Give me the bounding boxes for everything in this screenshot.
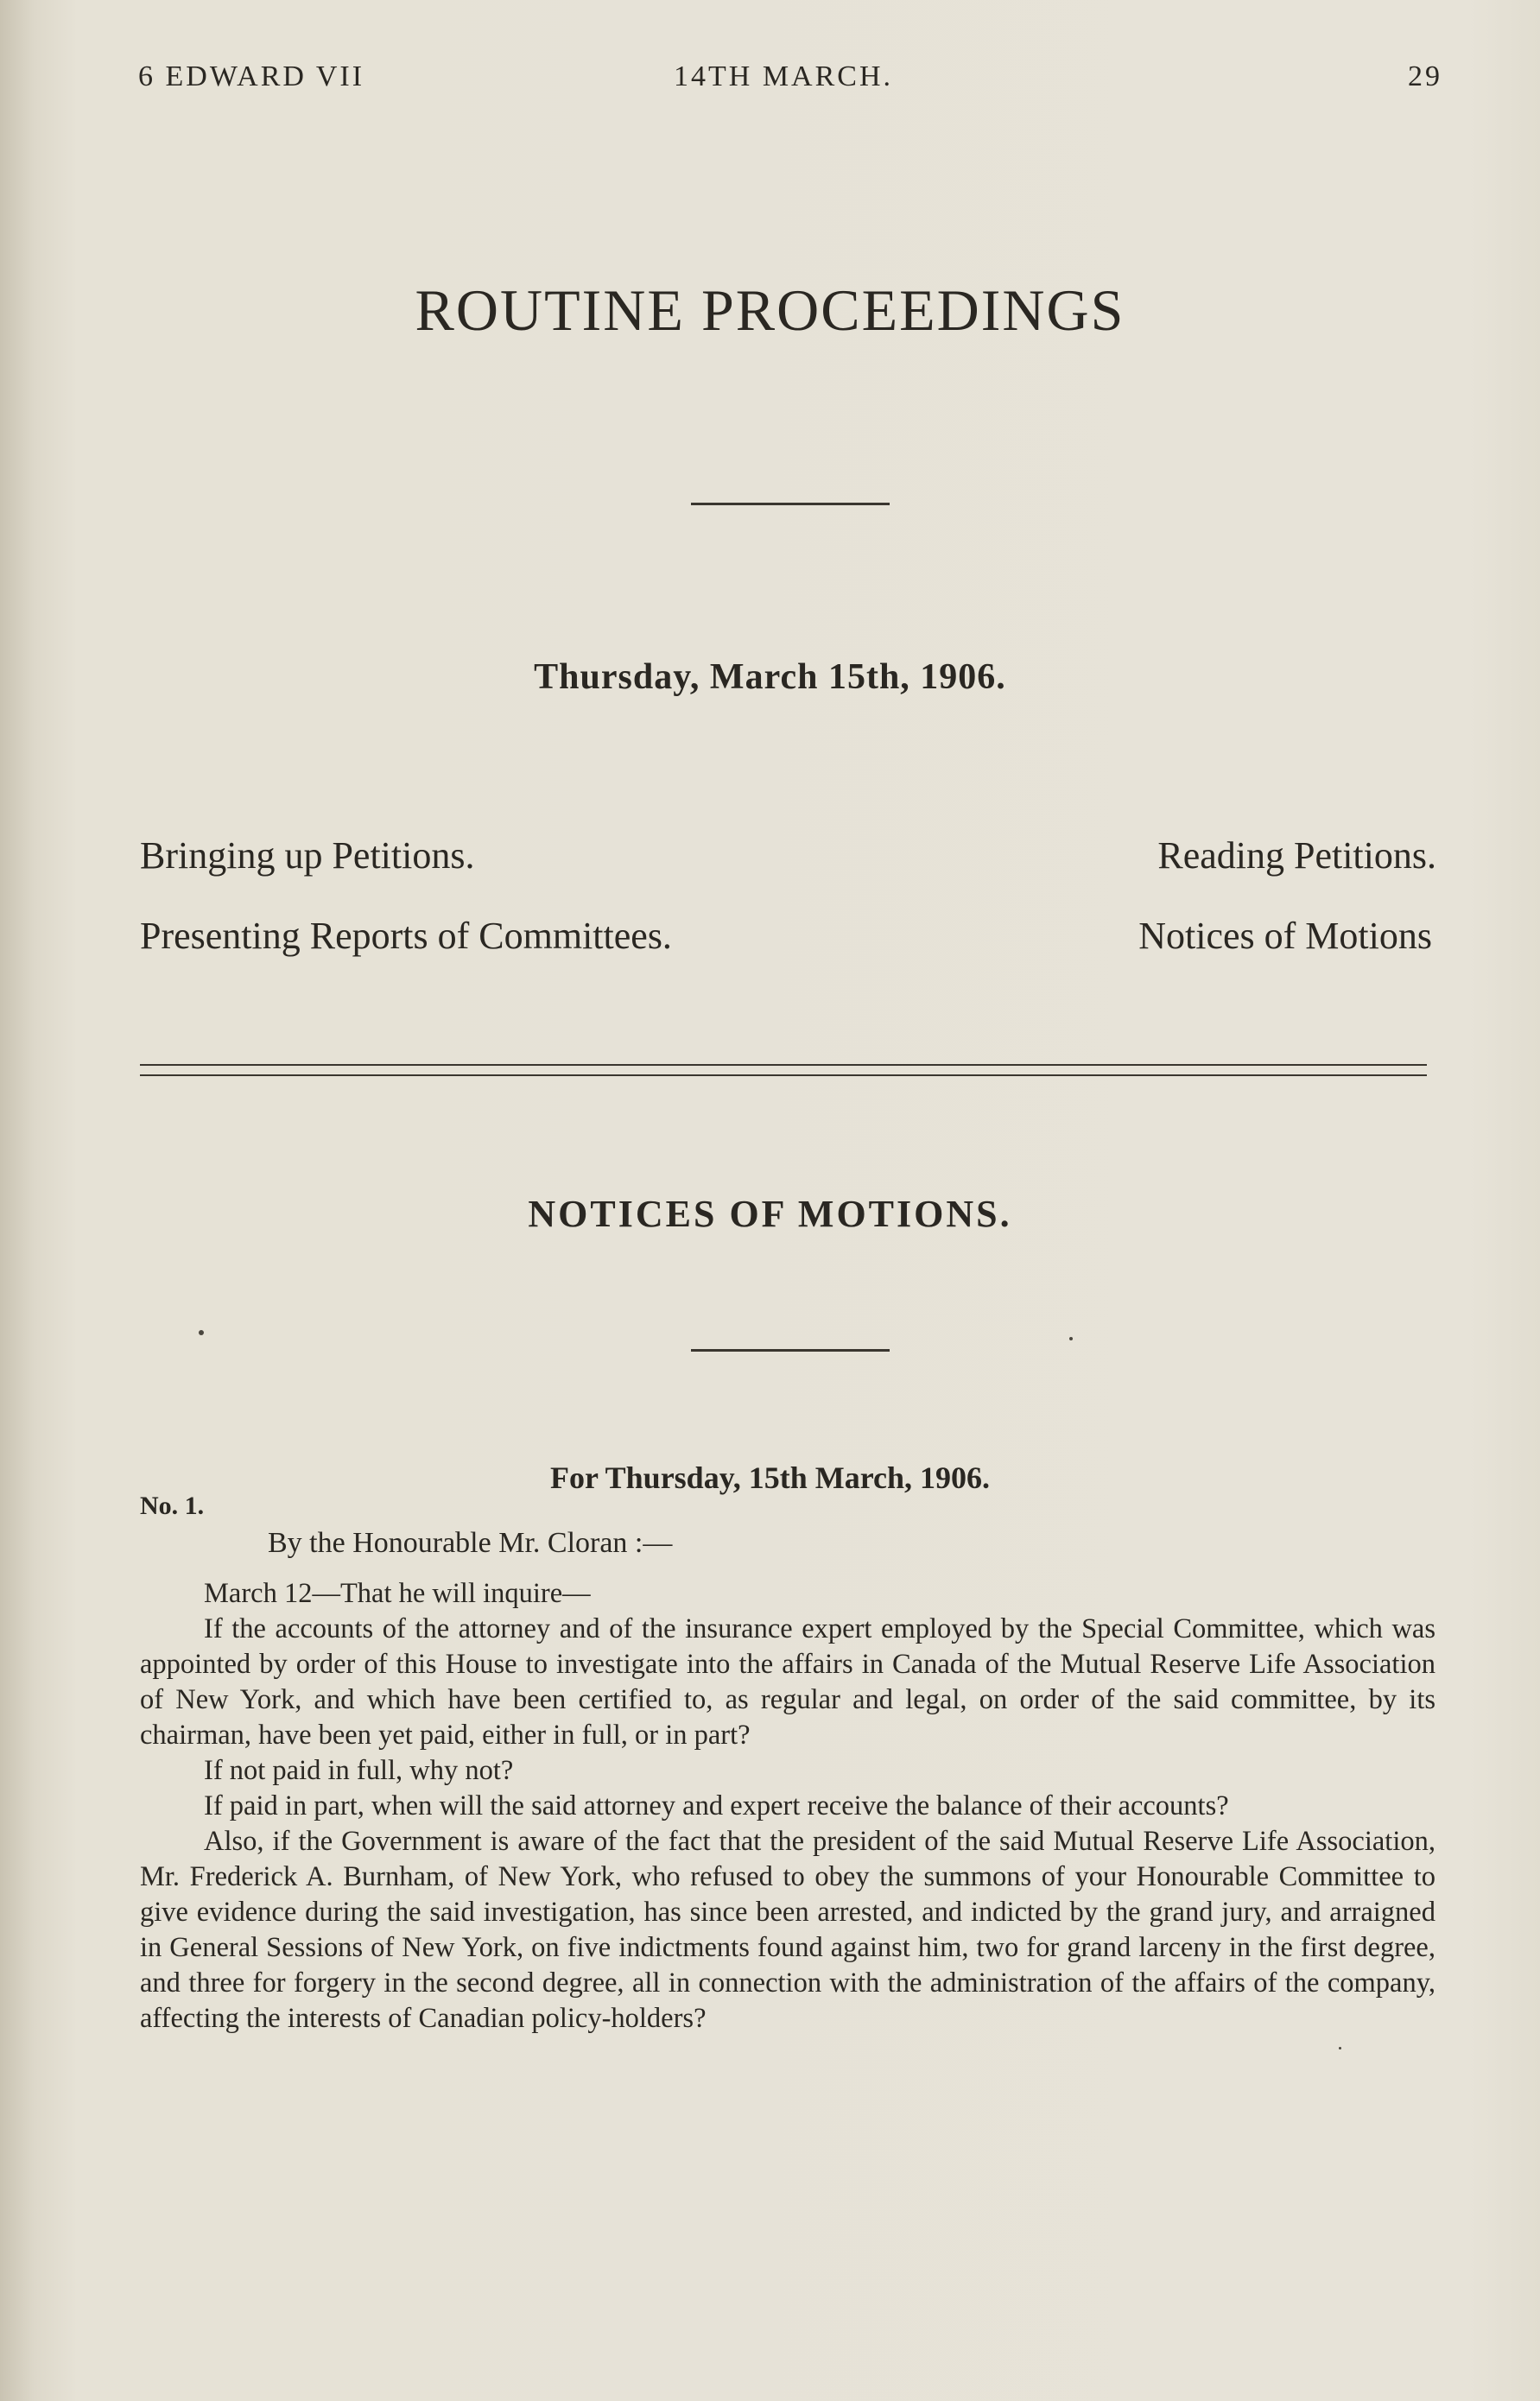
divider-rule bbox=[691, 1349, 890, 1352]
paragraph: If paid in part, when will the said attorney and expert receive the balance of their accounts? bbox=[204, 1790, 1229, 1821]
ink-spot bbox=[1339, 2047, 1341, 2049]
page-number: 29 bbox=[1408, 60, 1442, 92]
paragraph: March 12—That he will inquire— bbox=[204, 1578, 591, 1609]
date-heading: Thursday, March 15th, 1906. bbox=[534, 657, 1006, 697]
motion-body bbox=[140, 1576, 1435, 2037]
presenting-reports: Presenting Reports of Committees. bbox=[140, 915, 672, 957]
header-date: 14TH MARCH. bbox=[674, 60, 894, 92]
regnal-year: 6 EDWARD VII bbox=[138, 60, 365, 92]
ink-spot bbox=[199, 1330, 204, 1335]
paragraph: If the accounts of the attorney and of the insurance expert employed by the Special Committee, which was appointed by order of this House to investigate into the affairs in Canada of the Mutual Reserve Life Association of New York, and which have been certified to, as regular and legal, on order of the said committee, by its chairman, have been yet paid, either in full, or in part? bbox=[140, 1613, 1435, 1751]
bringing-up-petitions: Bringing up Petitions. bbox=[140, 834, 475, 877]
reading-petitions: Reading Petitions. bbox=[1157, 834, 1436, 877]
motion-number: No. 1. bbox=[140, 1492, 205, 1520]
motion-date: For Thursday, 15th March, 1906. bbox=[549, 1460, 991, 1495]
divider-rule bbox=[691, 503, 890, 505]
running-head bbox=[138, 60, 1442, 104]
double-divider-rule bbox=[140, 1064, 1427, 1076]
motion-mover: By the Honourable Mr. Cloran :— bbox=[268, 1527, 673, 1559]
notices-of-motions-item: Notices of Motions bbox=[1138, 915, 1432, 957]
paragraph: Also, if the Government is aware of the fact that the president of the said Mutual Reserve Life Association, Mr. Frederick A. Burnham, of New York, who refused to obey the summons of your Honourable Committee to give evidence during the said investigation, has since been arrested, and indicted by the grand jury, and arraigned in General Sessions of New York, on five indictments found against him, two for grand larceny in the first degree, and three for forgery in the second degree, all in connection with the administration of the affairs of the company, affecting the interests of Canadian policy-holders? bbox=[140, 1826, 1435, 2034]
ink-spot bbox=[1069, 1337, 1073, 1340]
page-title: ROUTINE PROCEEDINGS bbox=[415, 277, 1125, 343]
paragraph: If not paid in full, why not? bbox=[204, 1755, 514, 1786]
section-title: NOTICES OF MOTIONS. bbox=[528, 1193, 1012, 1235]
